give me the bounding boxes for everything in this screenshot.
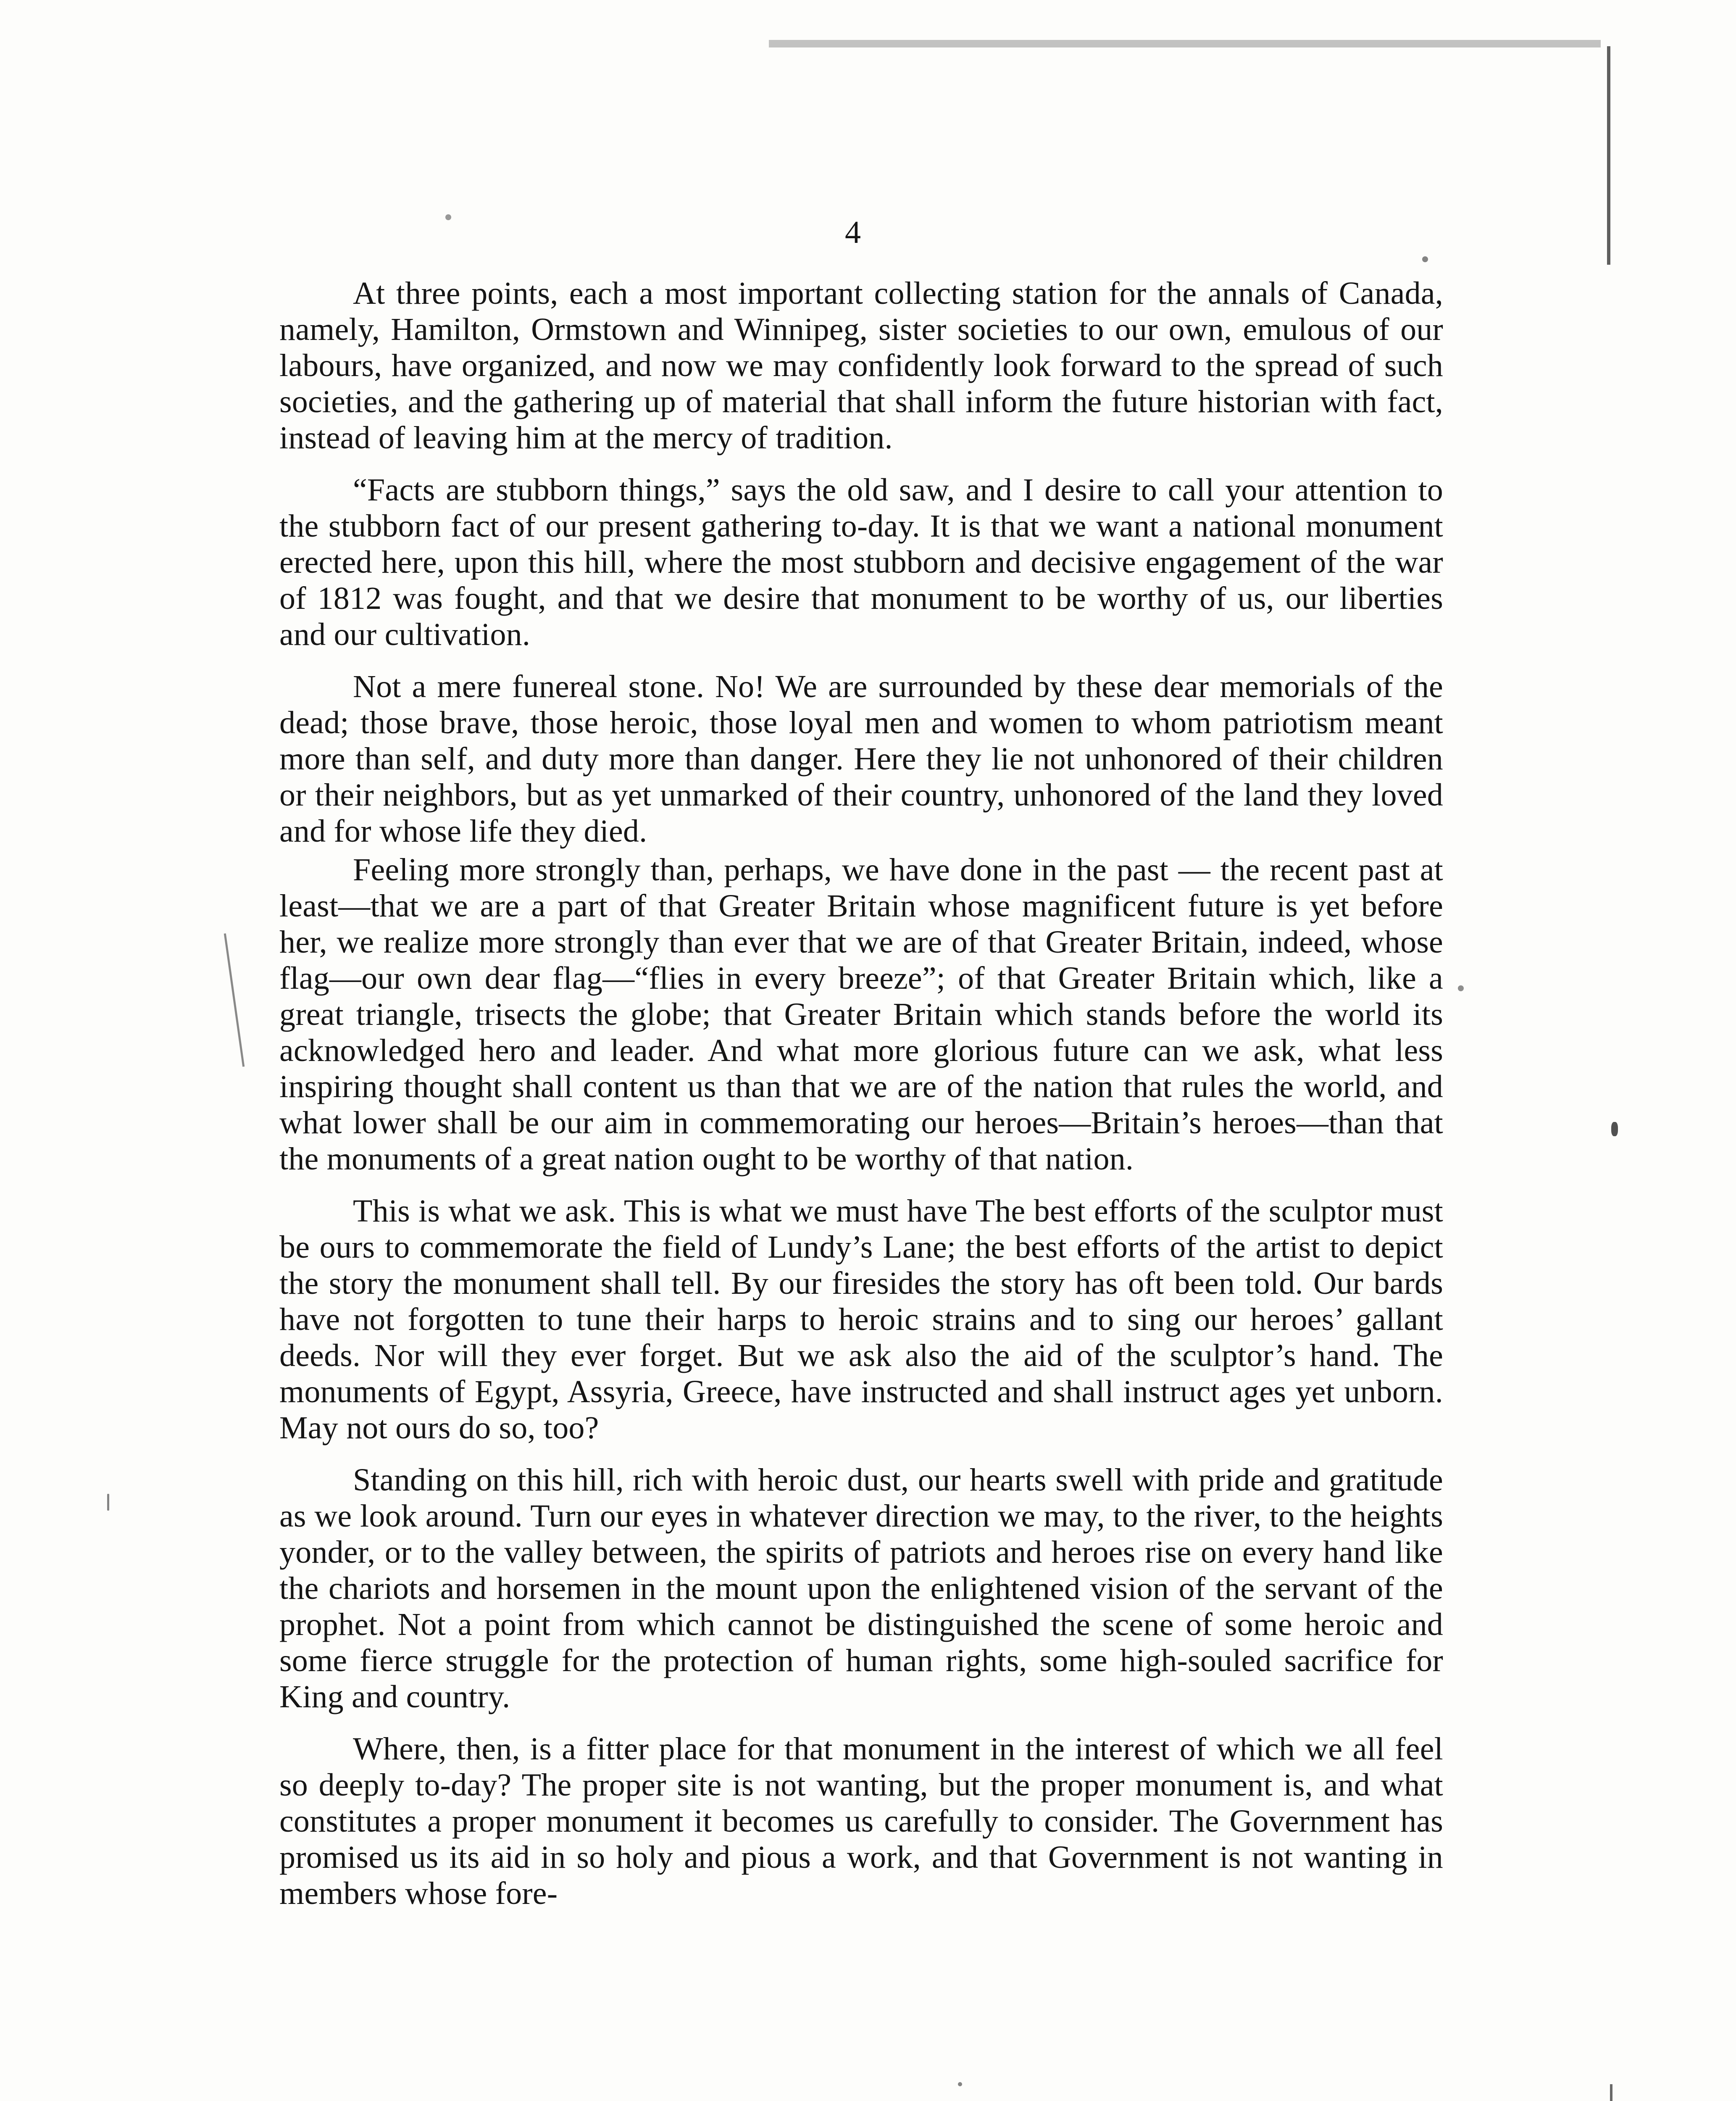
paragraph-1: At three points, each a most important collecting station for the annals of Canada, namely, Hamilton, Ormstown and Winnipeg, sister societies to our own, emulous of our labours, have organized, and now we may confidently look forward to the spread of such societies, and the gathering up of material that shall inform the future historian with fact, instead of leaving him at the mercy of tradition. bbox=[279, 276, 1443, 455]
scan-edge-mark-right-lower bbox=[1610, 2084, 1612, 2101]
paragraph-7: Where, then, is a fitter place for that monument in the interest of which we all feel so deeply to-day? The proper site is not wanting, but the proper monument is, and what constitutes a proper monument it becomes us carefully to consider. The Government has promised us its aid in so holy and pious a work, and that Government is not wanting in members whose fore- bbox=[279, 1731, 1443, 1911]
paragraph-2: “Facts are stubborn things,” says the old saw, and I desire to call your attention to the stubborn fact of our present gathering to-day. It is that we want a national monument erected here, upon this hill, where the most stubborn and decisive engagement of the war of 1812 was fought, and that we desire that monument to be worthy of us, our liberties and our cultivation. bbox=[279, 472, 1443, 652]
scan-speck bbox=[445, 214, 451, 220]
scan-edge-mark-right bbox=[1607, 46, 1610, 265]
scan-speck bbox=[107, 1494, 109, 1511]
scan-speck bbox=[1611, 1122, 1618, 1136]
page-number: 4 bbox=[845, 215, 861, 250]
paragraph-5: This is what we ask. This is what we must have The best efforts of the sculptor must be ours to commemorate the field of Lundy’s Lane; the best efforts of the artist to depict the story the monument shall tell. By our firesides the story has oft been told. Our bards have not forgotten to tune their harps to heroic strains and to sing our heroes’ gallant deeds. Nor will they ever forget. But we ask also the aid of the sculptor’s hand. The monuments of Egypt, Assyria, Greece, have instructed and shall instruct ages yet unborn. May not ours do so, too? bbox=[279, 1193, 1443, 1445]
scan-speck bbox=[1458, 985, 1464, 991]
scan-edge-mark-left bbox=[224, 933, 245, 1067]
scan-speck bbox=[1422, 256, 1428, 262]
scan-noise-top bbox=[769, 40, 1601, 47]
scan-speck bbox=[958, 2082, 962, 2086]
paragraph-4: Feeling more strongly than, perhaps, we have done in the past — the recent past at least—that we are a part of that Greater Britain whose magnificent future is yet before her, we realize more strongly than ever that we are of that Greater Britain, indeed, whose flag—our own dear flag—“flies in every breeze”; of that Greater Britain which, like a great triangle, trisects the globe; that Greater Britain which stands before the world its acknowledged hero and leader. And what more glorious future can we ask, what less inspiring thought shall content us than that we are of the nation that rules the world, and what lower shall be our aim in commemorating our heroes—Britain’s heroes—than that the monuments of a great nation ought to be worthy of that nation. bbox=[279, 852, 1443, 1177]
paragraph-3: Not a mere funereal stone. No! We are surrounded by these dear memorials of the dead; those brave, those heroic, those loyal men and women to whom patriotism meant more than self, and duty more than danger. Here they lie not unhonored of their children or their neighbors, but as yet unmarked of their country, unhonored of the land they loved and for whose life they died. bbox=[279, 669, 1443, 849]
paragraph-6: Standing on this hill, rich with heroic dust, our hearts swell with pride and gratitude as we look around. Turn our eyes in whatever direction we may, to the river, to the heights yonder, or to the valley between, the spirits of patriots and heroes rise on every hand like the chariots and horsemen in the mount upon the enlightened vision of the servant of the prophet. Not a point from which cannot be distinguished the scene of some heroic and some fierce struggle for the protection of human rights, some high-souled sacrifice for King and country. bbox=[279, 1462, 1443, 1714]
body-text bbox=[279, 275, 1443, 1927]
